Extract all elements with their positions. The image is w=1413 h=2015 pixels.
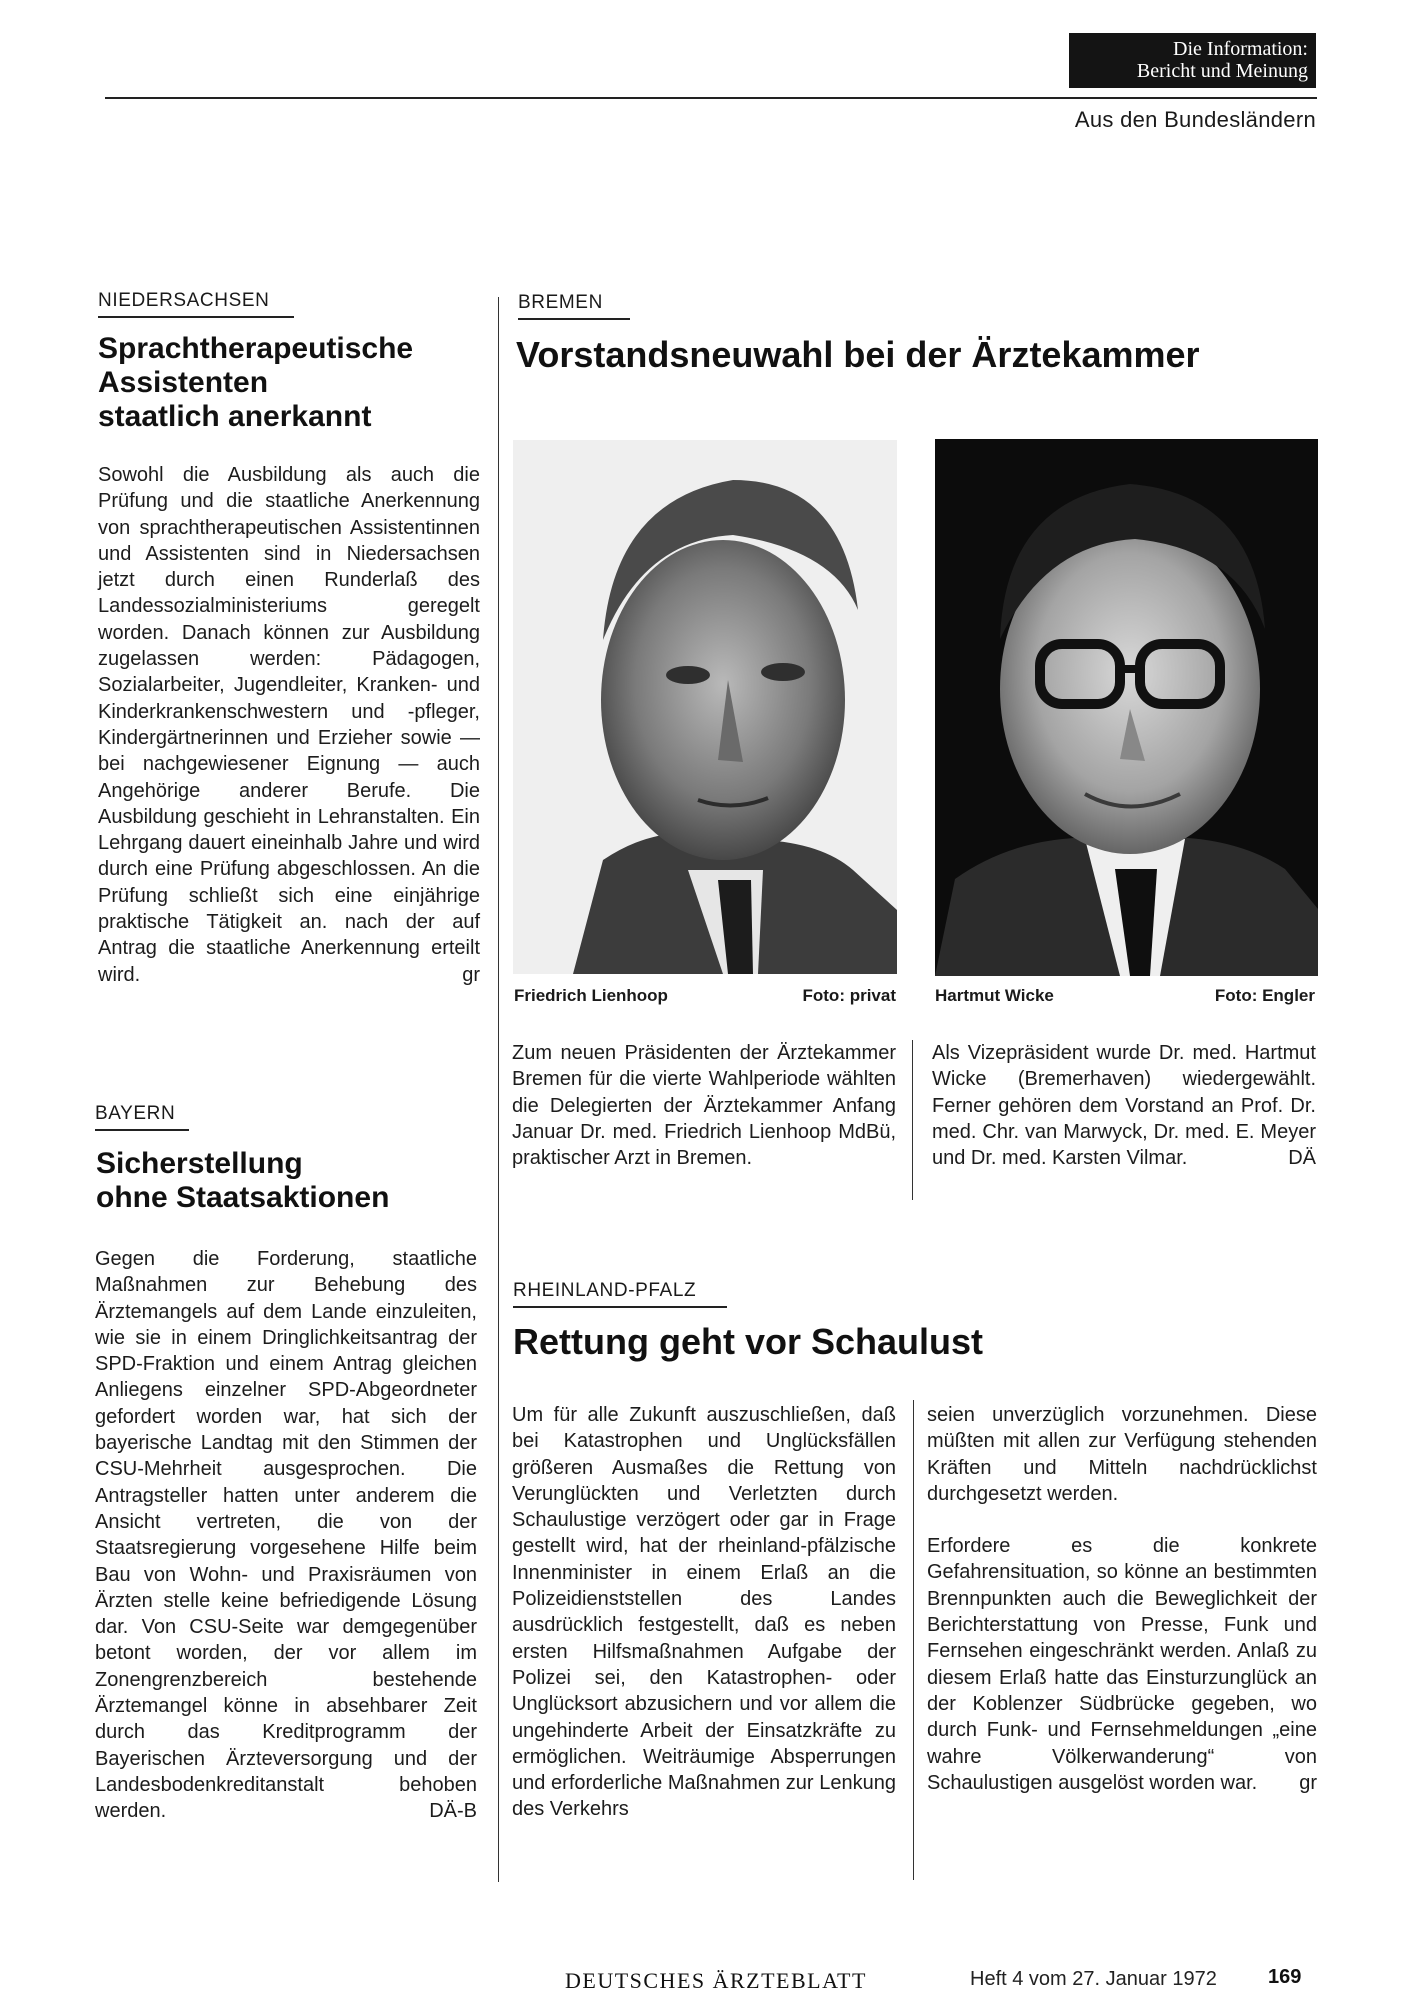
article-body-bremen-left (512, 1040, 896, 1171)
footer-issue: Heft 4 vom 27. Januar 1972 (970, 1968, 1217, 1990)
body-paragraph (927, 1533, 1317, 1796)
headline-line: Sprachtherapeutische (98, 332, 414, 365)
portrait-photo-wicke (935, 439, 1318, 976)
headline-bremen: Vorstandsneuwahl bei der Ärztekammer (516, 334, 1200, 375)
body-text: Als Vizepräsident wurde Dr. med. Hartmut Wicke (Bremerhaven) wiedergewählt. Ferner gehören dem Vorstand an Prof. Dr. med. Chr. van Marwyck, Dr. med. E. Meyer und Dr. med. Karsten Vilmar. (932, 1042, 1316, 1170)
photo-credit: Foto: privat (802, 986, 896, 1005)
column-divider (498, 297, 499, 1882)
section-title: Aus den Bundesländern (1074, 107, 1316, 132)
author-signature: DÄ (1288, 1147, 1316, 1170)
caption-name: Friedrich Lienhoop (514, 986, 668, 1005)
article-body-niedersachsen (98, 462, 480, 988)
paragraph-gap (927, 1507, 1317, 1533)
headline-line: Assistenten (98, 366, 269, 399)
headline-niedersachsen (98, 332, 478, 434)
author-signature: gr (1299, 1771, 1317, 1794)
page-number: 169 (1268, 1966, 1302, 1988)
footer-masthead: DEUTSCHES ÄRZTEBLATT (565, 1968, 867, 1993)
body-text: Um für alle Zukunft auszuschließen, daß bei Katastrophen und Unglücksfällen größeren Ausmaßes die Rettung von Verunglückten und Verletzten durch Schaulustige verzögert oder gar in Frage gestellt wird, hat der rheinland-pfälzische Innenminister in einem Erlaß an die Polizeidienststellen des Landes ausdrücklich festgestellt, daß es neben ersten Hilfsmaßnahmen Aufgabe der Polizei sei, den Katastrophen- oder Unglücksort abzusichern und vor allem die ungehinderte Arbeit der Einsatzkräfte zu ermöglichen. Weiträumige Absperrungen und erforderliche Maßnahmen zur Lenkung des Verkehrs (512, 1404, 896, 1821)
caption-name: Hartmut Wicke (935, 986, 1054, 1005)
article-body-rheinland-pfalz-left (512, 1402, 896, 1823)
body-text: Zum neuen Präsidenten der Ärztekammer Bremen für die vierte Wahlperiode wählten die Delegierten der Ärztekammer Anfang Januar Dr. med. Friedrich Lienhoop MdBü, praktischer Arzt in Bremen. (512, 1042, 896, 1170)
kicker-bayern: BAYERN (95, 1103, 189, 1131)
column-divider (912, 1040, 913, 1200)
photo-caption-lienhoop (514, 986, 896, 1006)
body-text: Sowohl die Ausbildung als auch die Prüfung und die staatliche Anerkennung von sprachtherapeutischen Assistentinnen und Assistenten sind in Niedersachsen jetzt durch einen Runderlaß des Landessozialministeriums geregelt worden. Danach können zur Ausbildung zugelassen werden: Pädagogen, Sozialarbeiter, Jugendleiter, Kranken- und Kinderkrankenschwestern und -pfleger, Kindergärtnerinnen und Erzieher sowie — bei nachgewiesener Eignung — auch Angehörige anderer Berufe. Die Ausbildung geschieht in Lehranstalten. Ein Lehrgang dauert eineinhalb Jahre und wird durch eine Prüfung abgeschlossen. An die Prüfung schließt sich eine einjährige praktische Tätigkeit an. nach der auf Antrag die staatliche Anerkennung erteilt wird. (98, 464, 480, 986)
article-body-bremen-right (932, 1040, 1316, 1171)
headline-rheinland-pfalz: Rettung geht vor Schaulust (513, 1321, 984, 1362)
article-body-bayern (95, 1246, 477, 1825)
header-rule (105, 97, 1317, 99)
kicker-niedersachsen: NIEDERSACHSEN (98, 290, 294, 318)
author-signature: gr (462, 963, 480, 986)
headline-line: ohne Staatsaktionen (96, 1181, 390, 1214)
body-paragraph: seien unverzüglich vorzunehmen. Diese müßten mit allen zur Verfügung stehenden Kräften und Mitteln nachdrücklichst durchgesetzt werden. (927, 1404, 1317, 1505)
photo-credit: Foto: Engler (1214, 986, 1315, 1005)
headline-line: Sicherstellung (96, 1147, 303, 1180)
column-divider (913, 1400, 914, 1880)
headline-bayern (96, 1147, 476, 1215)
kicker-rheinland-pfalz: RHEINLAND-PFALZ (513, 1280, 727, 1308)
portrait-lienhoop-image (513, 440, 897, 974)
photo-caption-wicke (935, 986, 1315, 1006)
portrait-wicke-image (935, 439, 1318, 976)
badge-line-2: Bericht und Meinung (1136, 60, 1308, 82)
headline-line: staatlich anerkannt (98, 400, 372, 433)
body-text: Erfordere es die konkrete Gefahrensituation, so könne an bestimmten Brennpunkten auch die Beweglichkeit der Berichterstattung von Presse, Funk und Fernsehen eingeschränkt werden. Anlaß zu diesem Erlaß hatte das Einsturzunglück an der Koblenzer Südbrücke gegeben, wo durch Funk- und Fernsehmeldungen „eine wahre Völkerwanderung“ von Schaulustigen ausgelöst worden war. (927, 1535, 1317, 1794)
kicker-bremen: BREMEN (518, 292, 630, 320)
body-text: Gegen die Forderung, staatliche Maßnahmen zur Behebung des Ärztemangels auf dem Lande einzuleiten, wie sie in einem Dringlichkeitsantrag der SPD-Fraktion und einem Antrag gleichen Anliegens einzelner SPD-Abgeordneter gefordert worden war, hat sich der bayerische Landtag mit den Stimmen der CSU-Mehrheit ausgesprochen. Die Antragsteller hatten unter anderem die Ansicht vertreten, die von der Staatsregierung vorgesehene Hilfe beim Bau von Wohn- und Praxisräumen von Ärzten stelle keine befriedigende Lösung dar. Von CSU-Seite war demgegenüber betont worden, der vor allem im Zonengrenzbereich bestehende Ärztemangel könne in absehbarer Zeit durch das Kreditprogramm der Bayerischen Ärzteversorgung und der Landesbodenkreditanstalt behoben werden. (95, 1248, 477, 1823)
section-badge (1069, 33, 1316, 88)
badge-line-1: Die Information: (1173, 38, 1308, 60)
author-signature: DÄ-B (429, 1800, 477, 1823)
portrait-photo-lienhoop (513, 440, 897, 974)
article-body-rheinland-pfalz-right (927, 1402, 1317, 1796)
